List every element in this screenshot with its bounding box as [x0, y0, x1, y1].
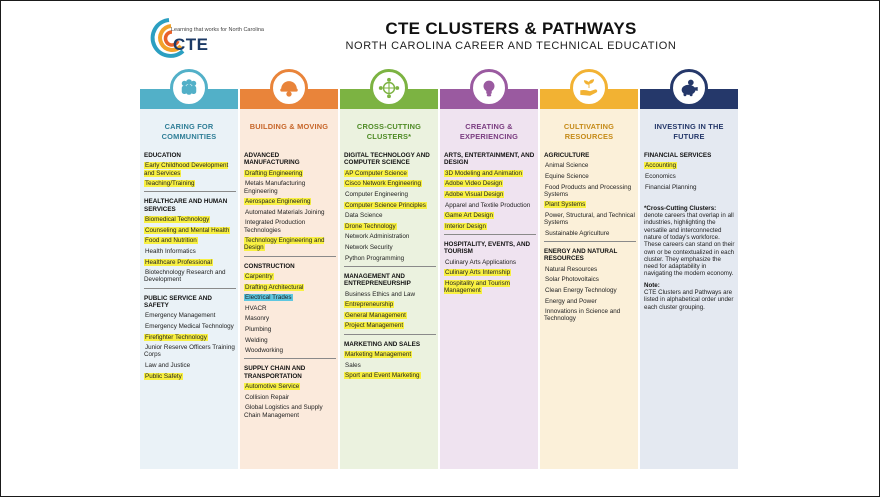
pathway-label: Accounting [645, 162, 677, 170]
cluster-sections [644, 152, 736, 311]
pathway-label: AP Computer Science [345, 169, 407, 177]
pathway-item [444, 180, 536, 187]
pathway-item [544, 266, 636, 273]
people-icon [170, 69, 208, 107]
pathway-label: Public Safety [145, 372, 182, 380]
pathway-label: Health Informatics [145, 248, 196, 255]
cluster-title: CARING FOR COMMUNITIES [161, 122, 217, 141]
pathway-item [544, 230, 636, 237]
pathway-item [244, 180, 336, 194]
section-heading: SUPPLY CHAIN AND TRANSPORTATION [244, 365, 306, 380]
pathway-label: Plant Systems [545, 201, 586, 209]
section-heading: HOSPITALITY, EVENTS, AND TOURISM [444, 240, 531, 256]
section-divider [344, 266, 436, 267]
section-heading: MARKETING AND SALES [344, 340, 421, 348]
cluster-sections [244, 152, 336, 422]
pathway-item [244, 219, 336, 233]
pathway-item [244, 394, 336, 401]
pathway-item [344, 180, 436, 187]
cluster-sections [144, 152, 236, 383]
section-heading: FINANCIAL SERVICES [644, 152, 712, 159]
pathway-item [344, 291, 436, 298]
pathway-label: 3D Modeling and Animation [445, 169, 523, 177]
pathway-item [444, 280, 536, 294]
pathway-item [144, 180, 236, 187]
pathway-label: Automotive Service [245, 383, 300, 391]
pathway-label: Woodworking [245, 347, 284, 355]
pathway-item [544, 184, 636, 198]
pathway-item [144, 312, 236, 319]
pathway-item [144, 248, 236, 255]
piggy-bank-icon [670, 69, 708, 107]
pathway-item [344, 322, 436, 329]
pathway-label: Hospitality and Tourism Management [444, 279, 510, 295]
note-heading: Note: [644, 281, 660, 289]
pathway-item [244, 170, 336, 177]
pathway-label: Computer Science Principles [345, 201, 426, 209]
pathway-label: Computer Engineering [345, 191, 409, 198]
pathway-label: Animal Science [545, 162, 589, 170]
pathway-item [444, 202, 536, 209]
section-divider [244, 256, 336, 257]
pathway-item [244, 237, 336, 251]
pathway-label: Culinary Arts Internship [445, 269, 511, 277]
section-heading: PUBLIC SERVICE AND SAFETY [144, 294, 212, 309]
pathway-item [344, 301, 436, 308]
pathway-label: Culinary Arts Applications [445, 258, 517, 266]
section-heading: ADVANCED MANUFACTURING [244, 152, 300, 167]
cluster-title: BUILDING & MOVING [249, 122, 329, 131]
pathway-item [344, 312, 436, 319]
pathway-item [144, 259, 236, 266]
note-text: CTE Clusters and Pathways are listed in alphabetical order under each cluster grouping. [644, 289, 734, 311]
pathway-label: General Management [345, 311, 406, 319]
pathway-label: Innovations in Science and Technology [544, 308, 621, 323]
pathway-item [144, 334, 236, 341]
page-subtitle: NORTH CAROLINA CAREER AND TECHNICAL EDUCATION [345, 40, 677, 52]
pathway-item [344, 170, 436, 177]
pathway-label: Technology Engineering and Design [244, 237, 325, 252]
pathway-label: Sales [345, 361, 361, 369]
pathway-label: Biomedical Technology [145, 216, 210, 224]
pathway-item [444, 170, 536, 177]
section-divider [244, 358, 336, 359]
pathway-item [244, 273, 336, 280]
pathway-item [544, 201, 636, 208]
pathway-item [544, 212, 636, 226]
pathway-item [244, 209, 336, 216]
pathway-item [144, 373, 236, 380]
pathway-label: Counseling and Mental Health [145, 226, 230, 234]
section-divider [444, 234, 536, 235]
pathway-label: Natural Resources [545, 265, 598, 273]
pathway-item [144, 269, 236, 283]
pathway-label: Junior Reserve Officers Training Corps [144, 344, 235, 359]
section-divider [144, 191, 236, 192]
pathway-label: Drone Technology [345, 222, 396, 230]
section-heading: AGRICULTURE [544, 152, 590, 159]
pathway-item [344, 351, 436, 358]
pathway-item [244, 326, 336, 333]
section-heading: ENERGY AND NATURAL RESOURCES [544, 247, 618, 263]
footnotes [644, 205, 736, 311]
pathway-item [144, 344, 236, 358]
hardhat-gear-icon [270, 69, 308, 107]
pathway-label: Emergency Management [145, 312, 216, 320]
pathway-label: Marketing Management [345, 350, 412, 358]
pathway-item [544, 162, 636, 169]
pathway-label: Entrepreneurship [345, 301, 394, 309]
section-divider [344, 334, 436, 335]
cluster-title: CROSS-CUTTING CLUSTERS* [356, 122, 422, 141]
logo-tagline: Learning that works for North Carolina [171, 27, 264, 33]
cluster-column-6 [640, 89, 738, 469]
pathway-label: Electrical Trades [245, 294, 292, 302]
pathway-label: Aerospace Engineering [245, 198, 311, 206]
pathway-label: Collision Repair [245, 393, 290, 401]
pathway-label: Metals Manufacturing Engineering [244, 180, 306, 195]
pathway-label: Carpentry [245, 273, 273, 280]
pathway-label: Food Products and Processing Systems [544, 183, 632, 198]
pathway-item [544, 308, 636, 322]
pathway-label: Global Logistics and Supply Chain Management [244, 404, 323, 419]
pathway-label: Economics [645, 173, 676, 180]
pathway-label: Drafting Architectural [245, 283, 304, 291]
pathway-label: Network Administration [345, 233, 410, 241]
pathway-item [344, 202, 436, 209]
pathway-item [244, 383, 336, 390]
pathway-label: Clean Energy Technology [545, 286, 617, 294]
cluster-title: CREATING & EXPERIENCING [459, 122, 519, 141]
pathway-label: Automated Materials Joining [245, 208, 325, 216]
pathway-item [244, 198, 336, 205]
cluster-column-3 [340, 89, 438, 469]
pathway-item [244, 284, 336, 291]
cluster-title: CULTIVATING RESOURCES [563, 122, 615, 141]
pathway-item [244, 404, 336, 418]
section-heading: EDUCATION [144, 152, 181, 159]
pathway-label: Adobe Video Design [445, 180, 503, 188]
pathway-label: Drafting Engineering [245, 169, 303, 177]
pathway-label: Financial Planning [645, 183, 697, 191]
pathway-item [344, 233, 436, 240]
pathway-item [444, 269, 536, 276]
pathway-label: Teaching/Training [145, 180, 195, 188]
cte-logo [149, 15, 299, 61]
pathway-label: Python Programming [345, 254, 405, 262]
pathway-item [344, 212, 436, 219]
pathway-label: Solar Photovoltaics [545, 276, 599, 284]
section-heading: DIGITAL TECHNOLOGY AND COMPUTER SCIENCE [344, 152, 430, 167]
cluster-sections [344, 152, 436, 383]
pathway-label: Apparel and Textile Production [445, 201, 531, 209]
pathway-item [144, 162, 236, 176]
pathway-item [644, 184, 736, 191]
network-globe-icon [370, 69, 408, 107]
pathway-item [144, 227, 236, 234]
pathway-label: Integrated Production Technologies [244, 219, 306, 234]
pathway-label: Project Management [345, 322, 404, 330]
plant-hand-icon [570, 69, 608, 107]
pathway-item [144, 323, 236, 330]
section-divider [144, 288, 236, 289]
cluster-column-1 [140, 89, 238, 469]
pathway-item [244, 305, 336, 312]
pathway-label: Sport and Event Marketing [345, 372, 420, 380]
pathway-label: Adobe Visual Design [445, 191, 504, 198]
pathway-item [344, 244, 436, 251]
pathway-label: Law and Justice [145, 361, 191, 369]
pathway-label: Cisco Network Engineering [345, 180, 421, 188]
pathway-label: Biotechnology Research and Development [144, 269, 226, 284]
page-title: CTE CLUSTERS & PATHWAYS [385, 19, 637, 38]
pathway-item [244, 337, 336, 344]
section-heading: CONSTRUCTION [244, 262, 295, 270]
footnote-heading: *Cross-Cutting Clusters: [644, 204, 717, 212]
pathway-item [244, 294, 336, 301]
pathway-item [344, 191, 436, 198]
pathway-item [444, 212, 536, 219]
logo-wordmark: CTE [173, 35, 209, 54]
pathway-label: Energy and Power [545, 297, 597, 305]
footnote-text: denote careers that overlap in all industries, highlighting the versatile and interconnected nature of today's workforce. These careers can stand on their own or be contextualized in each cluster. They emphasize the need for adaptability in navigating the modern economy. [644, 212, 735, 278]
pathway-label: Interior Design [445, 222, 486, 230]
cluster-title: INVESTING IN THE FUTURE [654, 122, 724, 141]
pathway-item [444, 191, 536, 198]
pathway-label: Power, Structural, and Technical Systems [544, 211, 635, 227]
pathway-item [444, 223, 536, 230]
cluster-column-4 [440, 89, 538, 469]
pathway-item [444, 259, 536, 266]
pathway-item [344, 255, 436, 262]
pathway-label: Data Science [345, 212, 383, 220]
section-heading: HEALTHCARE AND HUMAN SERVICES [144, 198, 228, 213]
pathway-item [344, 362, 436, 369]
pathway-label: Masonry [245, 315, 270, 323]
section-heading: ARTS, ENTERTAINMENT, AND DESIGN [444, 152, 535, 167]
cluster-sections [444, 152, 536, 298]
pathway-item [544, 173, 636, 180]
pathway-item [644, 173, 736, 180]
pathway-item [644, 162, 736, 169]
pathway-item [244, 347, 336, 354]
cluster-sections [544, 152, 636, 326]
pathway-label: Equine Science [545, 173, 589, 180]
pathway-label: HVACR [245, 304, 267, 312]
pathway-label: Healthcare Professional [145, 258, 212, 266]
pathway-item [544, 276, 636, 283]
pathway-label: Sustainable Agriculture [545, 229, 610, 237]
pathway-item [244, 315, 336, 322]
pathway-item [344, 223, 436, 230]
pathway-item [144, 216, 236, 223]
pathway-label: Welding [245, 336, 268, 344]
pathway-item [144, 237, 236, 244]
pathway-label: Plumbing [245, 325, 272, 333]
pathway-label: Game Art Design [445, 212, 493, 220]
section-divider [544, 241, 636, 242]
pathway-item [144, 362, 236, 369]
cluster-column-5 [540, 89, 638, 469]
lightbulb-icon [470, 69, 508, 107]
pathway-label: Firefighter Technology [145, 333, 207, 341]
pathway-label: Network Security [345, 243, 393, 251]
pathway-item [344, 372, 436, 379]
pathway-label: Food and Nutrition [145, 237, 197, 245]
pathway-label: Early Childhood Development and Services [144, 162, 229, 177]
pathway-item [544, 298, 636, 305]
pathway-label: Emergency Medical Technology [145, 323, 234, 330]
cluster-column-2 [240, 89, 338, 469]
section-heading: MANAGEMENT AND ENTREPRENEURSHIP [344, 272, 411, 288]
pathway-item [544, 287, 636, 294]
pathway-label: Business Ethics and Law [345, 290, 416, 298]
